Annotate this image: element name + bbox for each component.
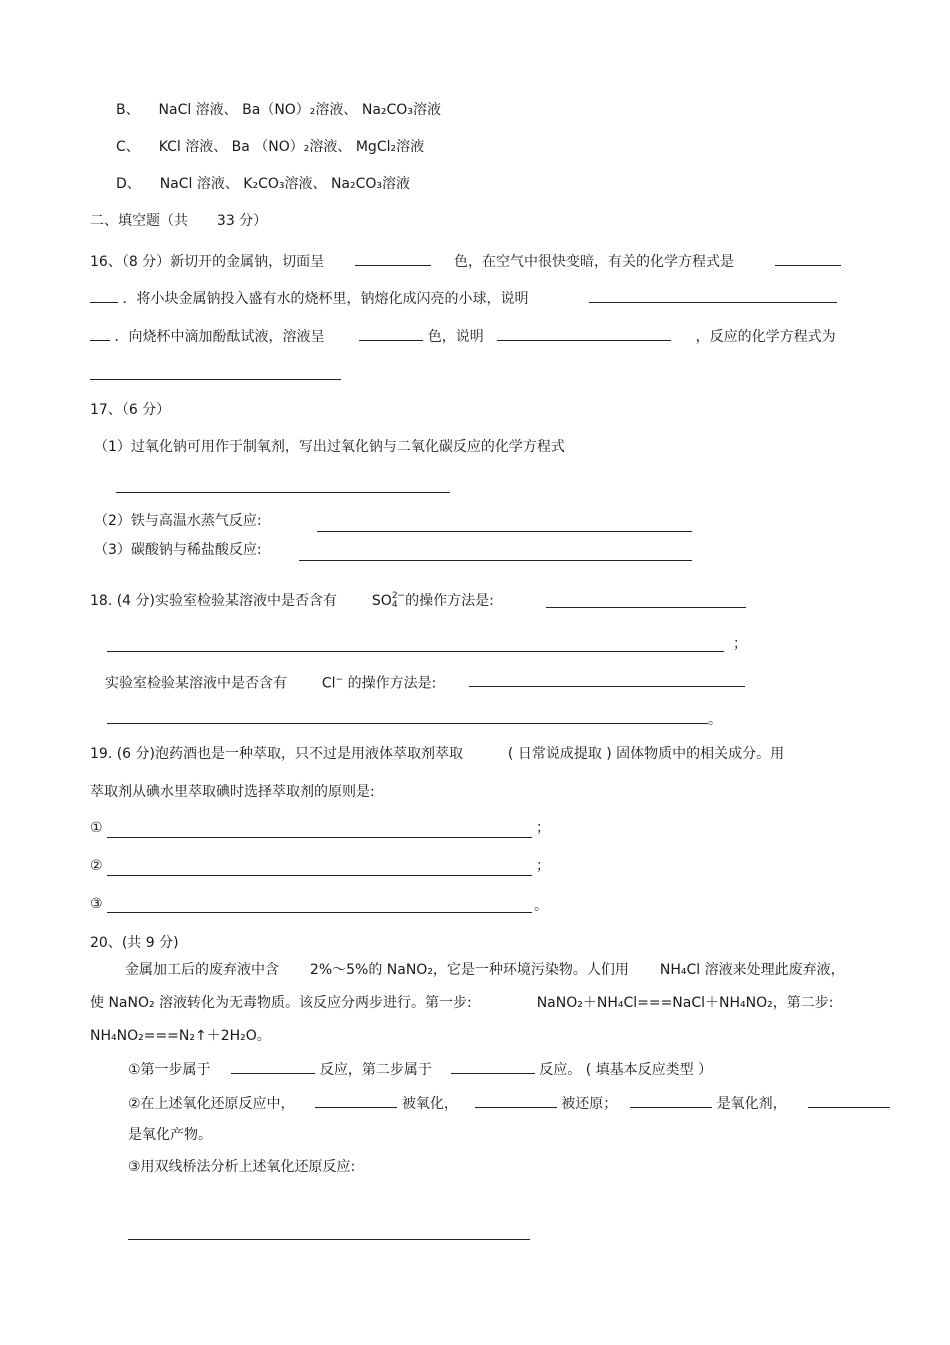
ion-symbol: Cl (321, 675, 336, 692)
q19-text: 19. (6 分)泡药酒也是一种萃取，只不过是用液体萃取剂萃取 (90, 746, 463, 762)
q20-text: NaNO₂＋NH₄Cl===NaCl＋NH₄NO₂，第二步: (536, 995, 834, 1011)
q20-text: 2%～5%的 NaNO₂，它是一种环境污染物。人们用 (309, 962, 629, 978)
q20-text: ②在上述氧化还原反应中， (128, 1096, 295, 1112)
blank-field[interactable] (315, 1093, 397, 1108)
q19-semicolon: ； (536, 858, 550, 874)
q20-text: 反应，第二步属于 (319, 1062, 432, 1078)
option-b (116, 100, 441, 120)
option-text: KCl 溶液、 Ba （NO）₂溶液、 MgCl₂溶液 (158, 139, 425, 155)
q20-line3: NH₄NO₂===N₂↑＋2H₂O。 (90, 1028, 271, 1044)
blank-field[interactable] (589, 288, 837, 303)
q19-period: 。 (534, 898, 548, 914)
q20-title: 20、(共 9 分) (90, 935, 179, 951)
q19-marker-3: ③ (90, 896, 103, 912)
q20-line1 (125, 960, 845, 980)
blank-field[interactable] (355, 251, 431, 266)
blank-field[interactable] (630, 1093, 712, 1108)
q18-text: 的操作方法是: (347, 675, 437, 692)
q17-title: 17、（6 分） (90, 402, 171, 418)
q16-text: 色，在空气中很快变暗，有关的化学方程式是 (453, 254, 734, 270)
section-heading (90, 211, 267, 231)
q18-line3 (105, 670, 436, 694)
option-letter: C、 (116, 139, 140, 155)
q19-marker-1: ① (90, 820, 103, 836)
q20-text: 是氧化剂， (716, 1096, 787, 1112)
option-letter: B、 (116, 102, 140, 118)
option-letter: D、 (116, 176, 141, 192)
q20-text: 被氧化， (401, 1096, 458, 1112)
q20-step2-end: 是氧化产物。 (128, 1127, 212, 1143)
option-d (116, 174, 410, 194)
q20-text: 反应。 ( 填基本反应类型 ） (539, 1062, 713, 1078)
answer-line[interactable] (116, 492, 450, 493)
q20-step2 (128, 1093, 890, 1114)
blank-field[interactable] (90, 288, 118, 303)
q19-line1 (90, 744, 784, 764)
ion-symbol: SO (371, 593, 392, 609)
q20-text: 使 NaNO₂ 溶液转化为无毒物质。该反应分两步进行。第一步: (90, 995, 472, 1011)
option-text: NaCl 溶液、 K₂CO₃溶液、 Na₂CO₃溶液 (159, 176, 411, 192)
q16-text: ．向烧杯中滴加酚酞试液，溶液呈 (114, 329, 325, 345)
q16-line1 (90, 251, 841, 272)
blank-field[interactable] (451, 1059, 535, 1074)
q20-text: ①第一步属于 (128, 1062, 211, 1078)
answer-line[interactable] (299, 560, 692, 561)
q18-line1 (90, 591, 494, 611)
answer-line[interactable] (90, 379, 341, 380)
q17-part3: （3）碳酸钠与稀盐酸反应: (94, 542, 262, 558)
q20-text: 金属加工后的废弃液中含 (125, 962, 279, 978)
answer-line[interactable] (107, 912, 532, 913)
q16-text: ，反应的化学方程式为 (695, 329, 836, 345)
answer-line[interactable] (128, 1239, 530, 1240)
blank-field[interactable] (497, 326, 671, 341)
q19-marker-2: ② (90, 858, 103, 874)
q16-text: ．将小块金属钠投入盛有水的烧杯里，钠熔化成闪亮的小球，说明 (122, 291, 529, 307)
section-score: 33 分） (216, 213, 268, 229)
q17-part2: （2）铁与高温水蒸气反应: (94, 513, 262, 529)
q18-semicolon: ； (733, 636, 747, 652)
q19-semicolon: ； (536, 820, 550, 836)
blank-field[interactable] (808, 1093, 890, 1108)
answer-line[interactable] (107, 651, 724, 652)
q20-text: 被还原； (561, 1096, 618, 1112)
q18-period: 。 (708, 712, 722, 728)
q20-text: NH₄Cl 溶液来处理此废弃液， (659, 962, 845, 978)
ion-charge: − (335, 675, 344, 685)
q16-line3 (90, 326, 836, 347)
answer-line[interactable] (469, 686, 745, 687)
q18-text: 实验室检验某溶液中是否含有 (105, 675, 287, 692)
answer-line[interactable] (107, 875, 532, 876)
blank-field[interactable] (775, 251, 841, 266)
blank-field[interactable] (231, 1059, 315, 1074)
q17-part1: （1）过氧化钠可用作于制氧剂，写出过氧化钠与二氧化碳反应的化学方程式 (94, 439, 565, 455)
q20-step3: ③用双线桥法分析上述氧化还原反应: (128, 1159, 356, 1175)
q20-line2 (90, 993, 833, 1013)
section-title: 二、填空题（共 (90, 213, 188, 229)
answer-line[interactable] (107, 837, 532, 838)
q16-text: 16、（8 分）新切开的金属钠，切面呈 (90, 254, 325, 270)
blank-field[interactable] (90, 326, 110, 341)
q20-step1 (128, 1059, 712, 1080)
sulfate-ion (372, 593, 405, 609)
ion-subscript: 4 (391, 600, 398, 610)
option-text: NaCl 溶液、 Ba（NO）₂溶液、 Na₂CO₃溶液 (158, 102, 441, 118)
q19-line2: 萃取剂从碘水里萃取碘时选择萃取剂的原则是: (90, 784, 375, 800)
blank-field[interactable] (475, 1093, 557, 1108)
blank-field[interactable] (359, 326, 423, 341)
q16-line2 (90, 288, 837, 309)
q16-text: 色，说明 (427, 329, 484, 345)
q18-text: 的操作方法是: (405, 593, 494, 609)
q18-text: 18. (4 分)实验室检验某溶液中是否含有 (90, 593, 337, 609)
answer-line[interactable] (107, 723, 708, 724)
answer-line[interactable] (317, 531, 692, 532)
answer-line[interactable] (546, 607, 746, 608)
ion-charge: 2− (391, 591, 406, 601)
option-c (116, 137, 424, 157)
q19-text: ( 日常说成提取 ) 固体物质中的相关成分。用 (507, 746, 785, 762)
